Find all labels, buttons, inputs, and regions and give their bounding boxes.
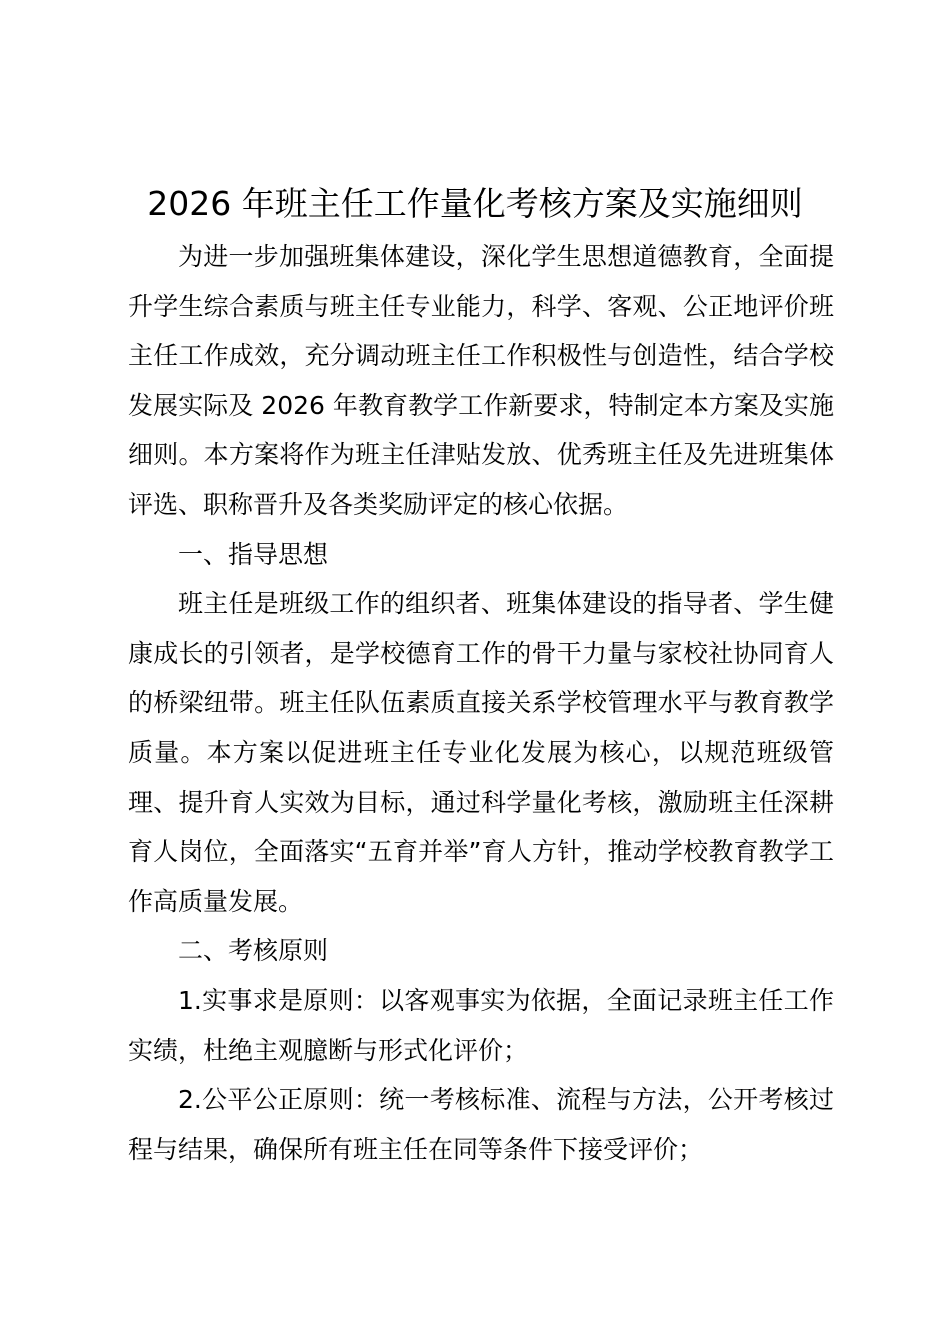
principle-item-1: 1.实事求是原则：以客观事实为依据，全面记录班主任工作实绩，杜绝主观臆断与形式化评价； bbox=[128, 985, 834, 1065]
section-heading-assessment-principles: 二、考核原则 bbox=[178, 936, 329, 966]
section-heading-guiding-ideology: 一、指导思想 bbox=[178, 539, 329, 569]
principle-item-2: 2.公平公正原则：统一考核标准、流程与方法，公开考核过程与结果，确保所有班主任在同等条件下接受评价； bbox=[128, 1085, 834, 1164]
intro-paragraph: 为进一步加强班集体建设，深化学生思想道德教育，全面提升学生综合素质与班主任专业能力，科学、客观、公正地评价班主任工作成效，充分调动班主任工作积极性与创造性，结合学校发展实际及 2026 年教育教学工作新要求，特制定本方案及实施细则。本方案将作为班主任津贴发放、优秀班主任及先进班集体评选、职称晋升及各类奖励评定的核心依据。 bbox=[128, 242, 834, 519]
document-body bbox=[128, 232, 834, 1174]
document-title: 2026 年班主任工作量化考核方案及实施细则 bbox=[147, 184, 803, 223]
guiding-ideology-paragraph: 班主任是班级工作的组织者、班集体建设的指导者、学生健康成长的引领者，是学校德育工作的骨干力量与家校社协同育人的桥梁纽带。班主任队伍素质直接关系学校管理水平与教育教学质量。本方案以促进班主任专业化发展为核心，以规范班级管理、提升育人实效为目标，通过科学量化考核，激励班主任深耕育人岗位，全面落实“五育并举”育人方针，推动学校教育教学工作高质量发展。 bbox=[128, 589, 834, 916]
